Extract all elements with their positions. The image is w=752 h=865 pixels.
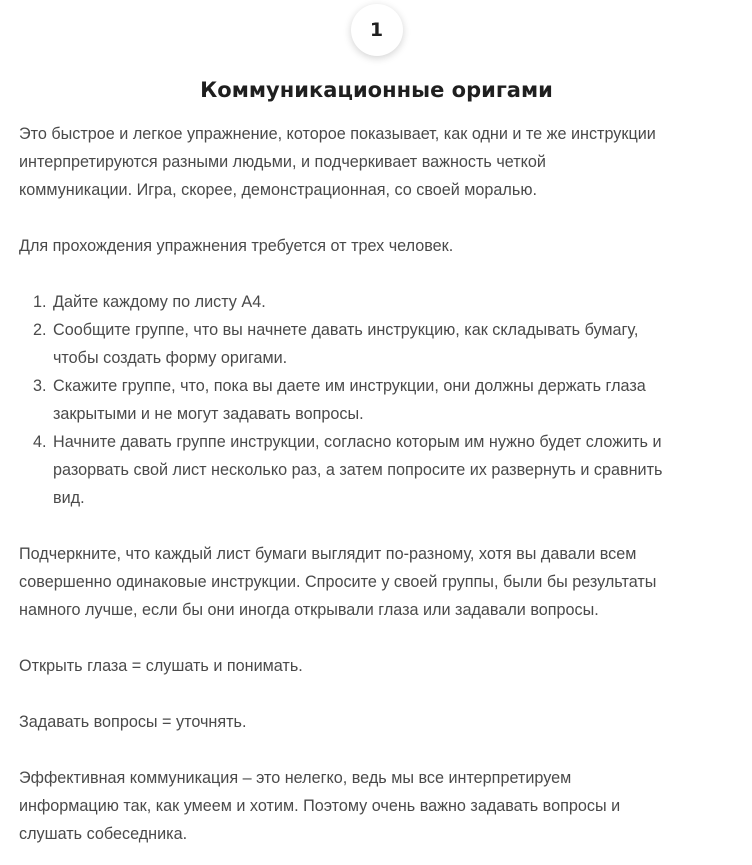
equation-ask: Задавать вопросы = уточнять. (19, 713, 247, 731)
list-item-text (53, 316, 734, 372)
emphasis-line: совершенно одинаковые инструкции. Спросите у своей группы, были бы результаты (19, 573, 657, 591)
conclusion-line: информацию так, как умеем и хотим. Поэтому очень важно задавать вопросы и (19, 797, 621, 815)
step-number-badge: 1 (351, 4, 403, 56)
intro-line: Это быстрое и легкое упражнение, которое показывает, как одни и те же инструкции (19, 125, 656, 143)
list-item-line: закрытыми и не могут задавать вопросы. (53, 405, 364, 423)
intro-line: интерпретируются разными людьми, и подчеркивает важность четкой (19, 153, 546, 171)
conclusion-paragraph (19, 764, 734, 848)
paragraph-gap (19, 204, 734, 232)
conclusion-line: Эффективная коммуникация – это нелегко, ведь мы все интерпретируем (19, 769, 572, 787)
list-item-text (53, 372, 734, 428)
list-item-line: разорвать свой лист несколько раз, а затем попросите их развернуть и сравнить (53, 461, 663, 479)
list-item-number: 2. (33, 321, 47, 339)
emphasis-line: намного лучше, если бы они иногда открывали глаза или задавали вопросы. (19, 601, 599, 619)
list-item-line: Дайте каждому по листу А4. (53, 293, 266, 311)
paragraph-gap (19, 736, 734, 764)
list-item-line: Сообщите группе, что вы начнете давать инструкцию, как складывать бумагу, (53, 321, 639, 339)
emphasis-paragraph (19, 540, 734, 624)
paragraph-gap (19, 680, 734, 708)
list-item (19, 288, 734, 316)
list-item (19, 372, 734, 428)
list-item-number: 3. (33, 377, 47, 395)
requirement-paragraph: Для прохождения упражнения требуется от трех человек. (19, 237, 454, 255)
article-title: Коммуникационные оригами (200, 78, 553, 102)
list-item-number: 4. (33, 433, 47, 451)
list-item-line: чтобы создать форму оригами. (53, 349, 288, 367)
intro-paragraph (19, 120, 734, 204)
step-badge-container (19, 0, 734, 62)
conclusion-line: слушать собеседника. (19, 825, 188, 843)
list-item-line: Начните давать группе инструкции, согласно которым им нужно будет сложить и (53, 433, 662, 451)
steps-list (19, 288, 734, 512)
list-item-text (53, 288, 734, 316)
list-item-text (53, 428, 734, 512)
list-item (19, 428, 734, 512)
paragraph-gap (19, 624, 734, 652)
emphasis-line: Подчеркните, что каждый лист бумаги выглядит по-разному, хотя вы давали всем (19, 545, 637, 563)
list-item-line: Скажите группе, что, пока вы даете им инструкции, они должны держать глаза (53, 377, 646, 395)
intro-line: коммуникации. Игра, скорее, демонстрационная, со своей моралью. (19, 181, 537, 199)
equation-open-eyes: Открыть глаза = слушать и понимать. (19, 657, 303, 675)
list-item (19, 316, 734, 372)
list-item-number: 1. (33, 293, 47, 311)
list-item-line: вид. (53, 489, 85, 507)
